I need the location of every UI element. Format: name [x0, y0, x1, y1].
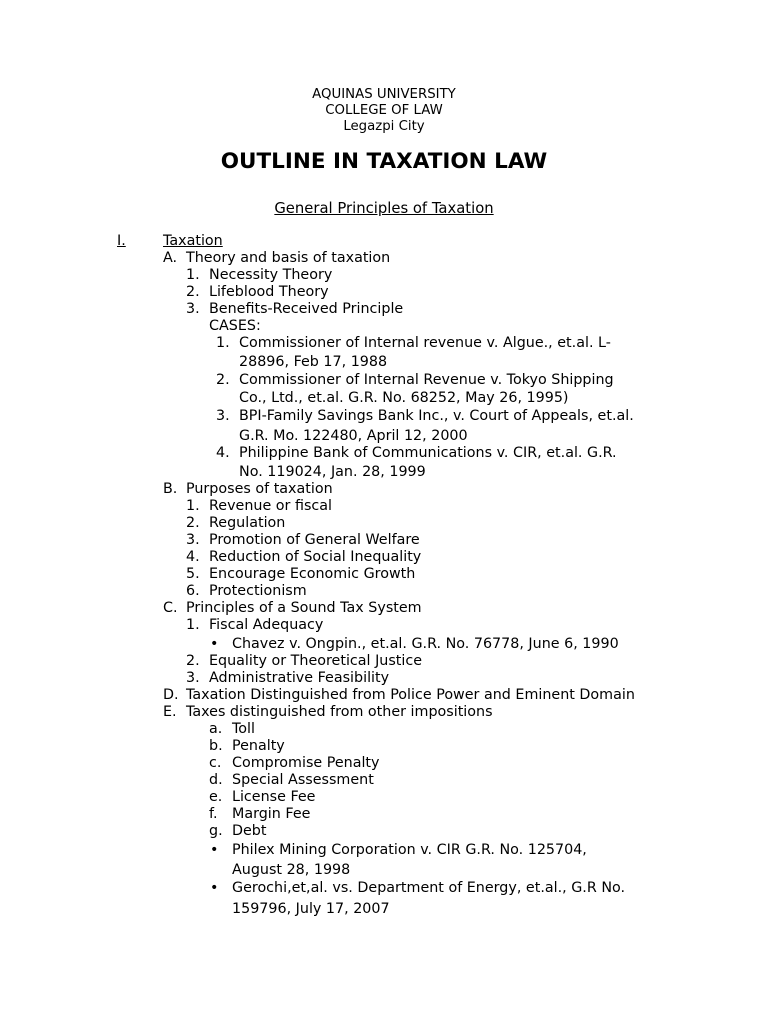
bullet-icon: • — [210, 636, 219, 652]
outline-item: Equality or Theoretical Justice — [209, 653, 423, 669]
bullet-icon: • — [210, 842, 219, 858]
city-name: Legazpi City — [343, 119, 425, 134]
outline-marker: E. — [163, 704, 177, 720]
outline-marker: 1. — [186, 498, 200, 514]
outline-marker: 2. — [186, 515, 200, 531]
outline-item: Compromise Penalty — [232, 755, 380, 771]
outline-marker: C. — [163, 600, 178, 616]
section-number: I. — [117, 233, 126, 249]
case-citation: No. 119024, Jan. 28, 1999 — [239, 464, 426, 480]
section-title: Taxation — [163, 233, 223, 249]
outline-item: Penalty — [232, 738, 285, 754]
outline-item: Administrative Feasibility — [209, 670, 390, 686]
outline-item: Debt — [232, 823, 267, 839]
college-name: COLLEGE OF LAW — [325, 103, 443, 118]
outline-marker: 1. — [216, 335, 230, 351]
outline-item: Revenue or fiscal — [209, 498, 333, 514]
outline-marker: c. — [209, 755, 222, 771]
outline-item: Reduction of Social Inequality — [209, 549, 422, 565]
case-citation: Gerochi,et,al. vs. Department of Energy, et.al., G.R No. — [232, 880, 626, 896]
outline-marker: 1. — [186, 267, 200, 283]
case-citation: Philippine Bank of Communications v. CIR, et.al. G.R. — [239, 445, 617, 461]
outline-heading-d: Taxation Distinguished from Police Power and Eminent Domain — [186, 687, 635, 703]
case-citation: Co., Ltd., et.al. G.R. No. 68252, May 26, 1995) — [239, 390, 569, 406]
outline-marker: 3. — [186, 301, 200, 317]
case-citation: August 28, 1998 — [232, 862, 351, 878]
outline-marker: B. — [163, 481, 178, 497]
outline-heading-c: Principles of a Sound Tax System — [186, 600, 422, 616]
outline-marker: 5. — [186, 566, 200, 582]
outline-item: Promotion of General Welfare — [209, 532, 420, 548]
outline-marker: 2. — [216, 372, 230, 388]
case-citation: Philex Mining Corporation v. CIR G.R. No. 125704, — [232, 842, 587, 858]
case-citation: 159796, July 17, 2007 — [232, 901, 390, 917]
bullet-icon: • — [210, 880, 219, 896]
outline-marker: f. — [209, 806, 218, 822]
outline-marker: e. — [209, 789, 223, 805]
case-citation: Commissioner of Internal Revenue v. Tokyo Shipping — [239, 372, 614, 388]
outline-marker: a. — [209, 721, 223, 737]
outline-heading-e: Taxes distinguished from other impositions — [186, 704, 493, 720]
outline-item: Regulation — [209, 515, 286, 531]
outline-marker: 3. — [216, 408, 230, 424]
outline-marker: 2. — [186, 653, 200, 669]
outline-heading-a: Theory and basis of taxation — [186, 250, 391, 266]
outline-marker: 6. — [186, 583, 200, 599]
outline-item: Lifeblood Theory — [209, 284, 329, 300]
outline-marker: 4. — [216, 445, 230, 461]
subtitle-text: General Principles of Taxation — [274, 200, 494, 217]
document-title: OUTLINE IN TAXATION LAW — [220, 149, 548, 174]
outline-item: Benefits-Received Principle — [209, 301, 404, 317]
outline-item: Necessity Theory — [209, 267, 333, 283]
outline-marker: 3. — [186, 532, 200, 548]
outline-item: License Fee — [232, 789, 316, 805]
institution-name: AQUINAS UNIVERSITY — [312, 87, 456, 102]
outline-item: Encourage Economic Growth — [209, 566, 416, 582]
outline-marker: 1. — [186, 617, 200, 633]
outline-marker: D. — [163, 687, 179, 703]
outline-item: Special Assessment — [232, 772, 374, 788]
outline-marker: 2. — [186, 284, 200, 300]
outline-item: Fiscal Adequacy — [209, 617, 324, 633]
outline-item: Toll — [232, 721, 255, 737]
outline-marker: A. — [163, 250, 178, 266]
outline-marker: b. — [209, 738, 223, 754]
outline-marker: 3. — [186, 670, 200, 686]
outline-heading-b: Purposes of taxation — [186, 481, 333, 497]
case-citation: G.R. Mo. 122480, April 12, 2000 — [239, 428, 468, 444]
outline-item: Protectionism — [209, 583, 307, 599]
case-citation: 28896, Feb 17, 1988 — [239, 354, 388, 370]
case-citation: Chavez v. Ongpin., et.al. G.R. No. 76778, June 6, 1990 — [232, 636, 619, 652]
cases-label: CASES: — [209, 318, 261, 334]
outline-item: Margin Fee — [232, 806, 311, 822]
outline-marker: 4. — [186, 549, 200, 565]
case-citation: Commissioner of Internal revenue v. Algue., et.al. L- — [239, 335, 611, 351]
case-citation: BPI-Family Savings Bank Inc., v. Court of Appeals, et.al. — [239, 408, 634, 424]
outline-marker: d. — [209, 772, 223, 788]
outline-marker: g. — [209, 823, 223, 839]
